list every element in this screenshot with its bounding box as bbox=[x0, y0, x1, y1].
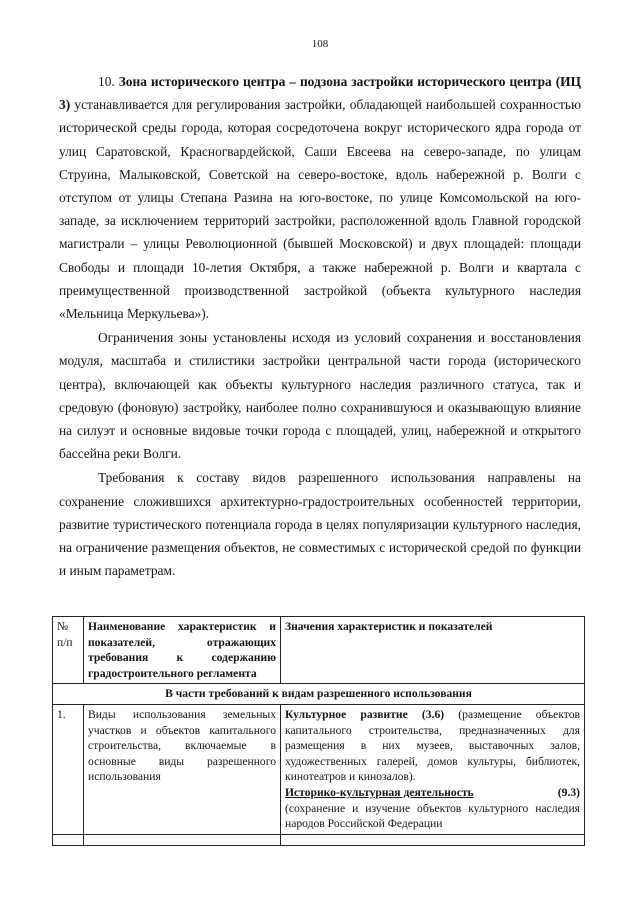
document-body bbox=[59, 70, 581, 582]
table-header-row bbox=[53, 617, 585, 684]
header-number: № п/п bbox=[53, 617, 84, 684]
table-continuation bbox=[53, 834, 585, 845]
zone-description: устанавливается для регулирования застройки, обладающей наибольшей сохранностью исторической среды города, которая сосредоточена вокруг исторического ядра города от улиц Саратовской, Красногвардейской, Саши Евсеева на северо-западе, по улицам Струина, Малыковской, Советской на северо-востоке, вдоль набережной р. Волги с отступом от улицы Степана Разина на юго-востоке, по улице Комсомольской на юго-западе, за исключением территорий застройки, расположенной вдоль Главной городской магистрали – улицы Революционной (бывшей Московской) и двух площадей: площади Свободы и площади 10-летия Октября, а также набережной р. Волги и квартала с преимущественной производственной застройкой (объекта культурного наследия «Мельница Меркульева»). bbox=[59, 97, 581, 322]
zone-title: Зона исторического центра – подзона застройки исторического центра (ИЦ 3) bbox=[59, 74, 581, 113]
use-type-cultural-development bbox=[285, 707, 580, 785]
row-number: 1. bbox=[53, 704, 84, 834]
section-row bbox=[53, 684, 585, 705]
paragraph-use-requirements: Требования к составу видов разрешенного использования направлены на сохранение сложившихся архитектурно-градостроительных особенностей территории, развитие туристического потенциала города в целях популяризации культурного наследия, на ограничение размещения объектов, не совместимых с исторической средой по функции и иным параметрам. bbox=[59, 470, 581, 579]
table-row bbox=[53, 704, 585, 834]
header-values: Значения характеристик и показателей bbox=[281, 617, 585, 684]
row-values bbox=[281, 704, 585, 834]
use-type-description: (сохранение и изучение объектов культурного наследия народов Российской Федерации bbox=[285, 801, 580, 831]
paragraph-zone-definition bbox=[59, 70, 581, 325]
header-name: Наименование характеристик и показателей, отражающих требования к содержанию градостроительного регламента bbox=[84, 617, 281, 684]
use-type-code: (9.3) bbox=[557, 785, 580, 799]
use-type-description: (размещение объектов капитального строительства, предназначенных для размещения в них музеев, выставочных залов, художественных галерей, домов культуры, библиотек, кинотеатров и кинозалов). bbox=[285, 707, 580, 784]
section-title: В части требований к видам разрешенного использования bbox=[53, 684, 585, 705]
use-type-heritage-heading bbox=[285, 785, 580, 801]
use-type-title: Историко-культурная деятельность bbox=[285, 785, 474, 799]
row-name: Виды использования земельных участков и объектов капитального строительства, включаемые в основные виды разрешенного использования bbox=[84, 704, 281, 834]
section-number: 10. bbox=[98, 74, 115, 89]
paragraph-zone-restrictions: Ограничения зоны установлены исходя из условий сохранения и восстановления модуля, масштаба и стилистики застройки центральной части города (исторического центра), включающей как объекты культурного наследия различного статуса, так и средовую (фоновую) застройку, наиболее полно сохранившуюся и оказывающую влияние на силуэт и основные видовые точки города с площадей, улиц, набережной и открытого бассейна реки Волги. bbox=[59, 330, 581, 462]
regulation-table bbox=[52, 616, 585, 846]
use-type-title: Культурное развитие (3.6) bbox=[285, 707, 445, 721]
page-number: 108 bbox=[311, 38, 329, 50]
